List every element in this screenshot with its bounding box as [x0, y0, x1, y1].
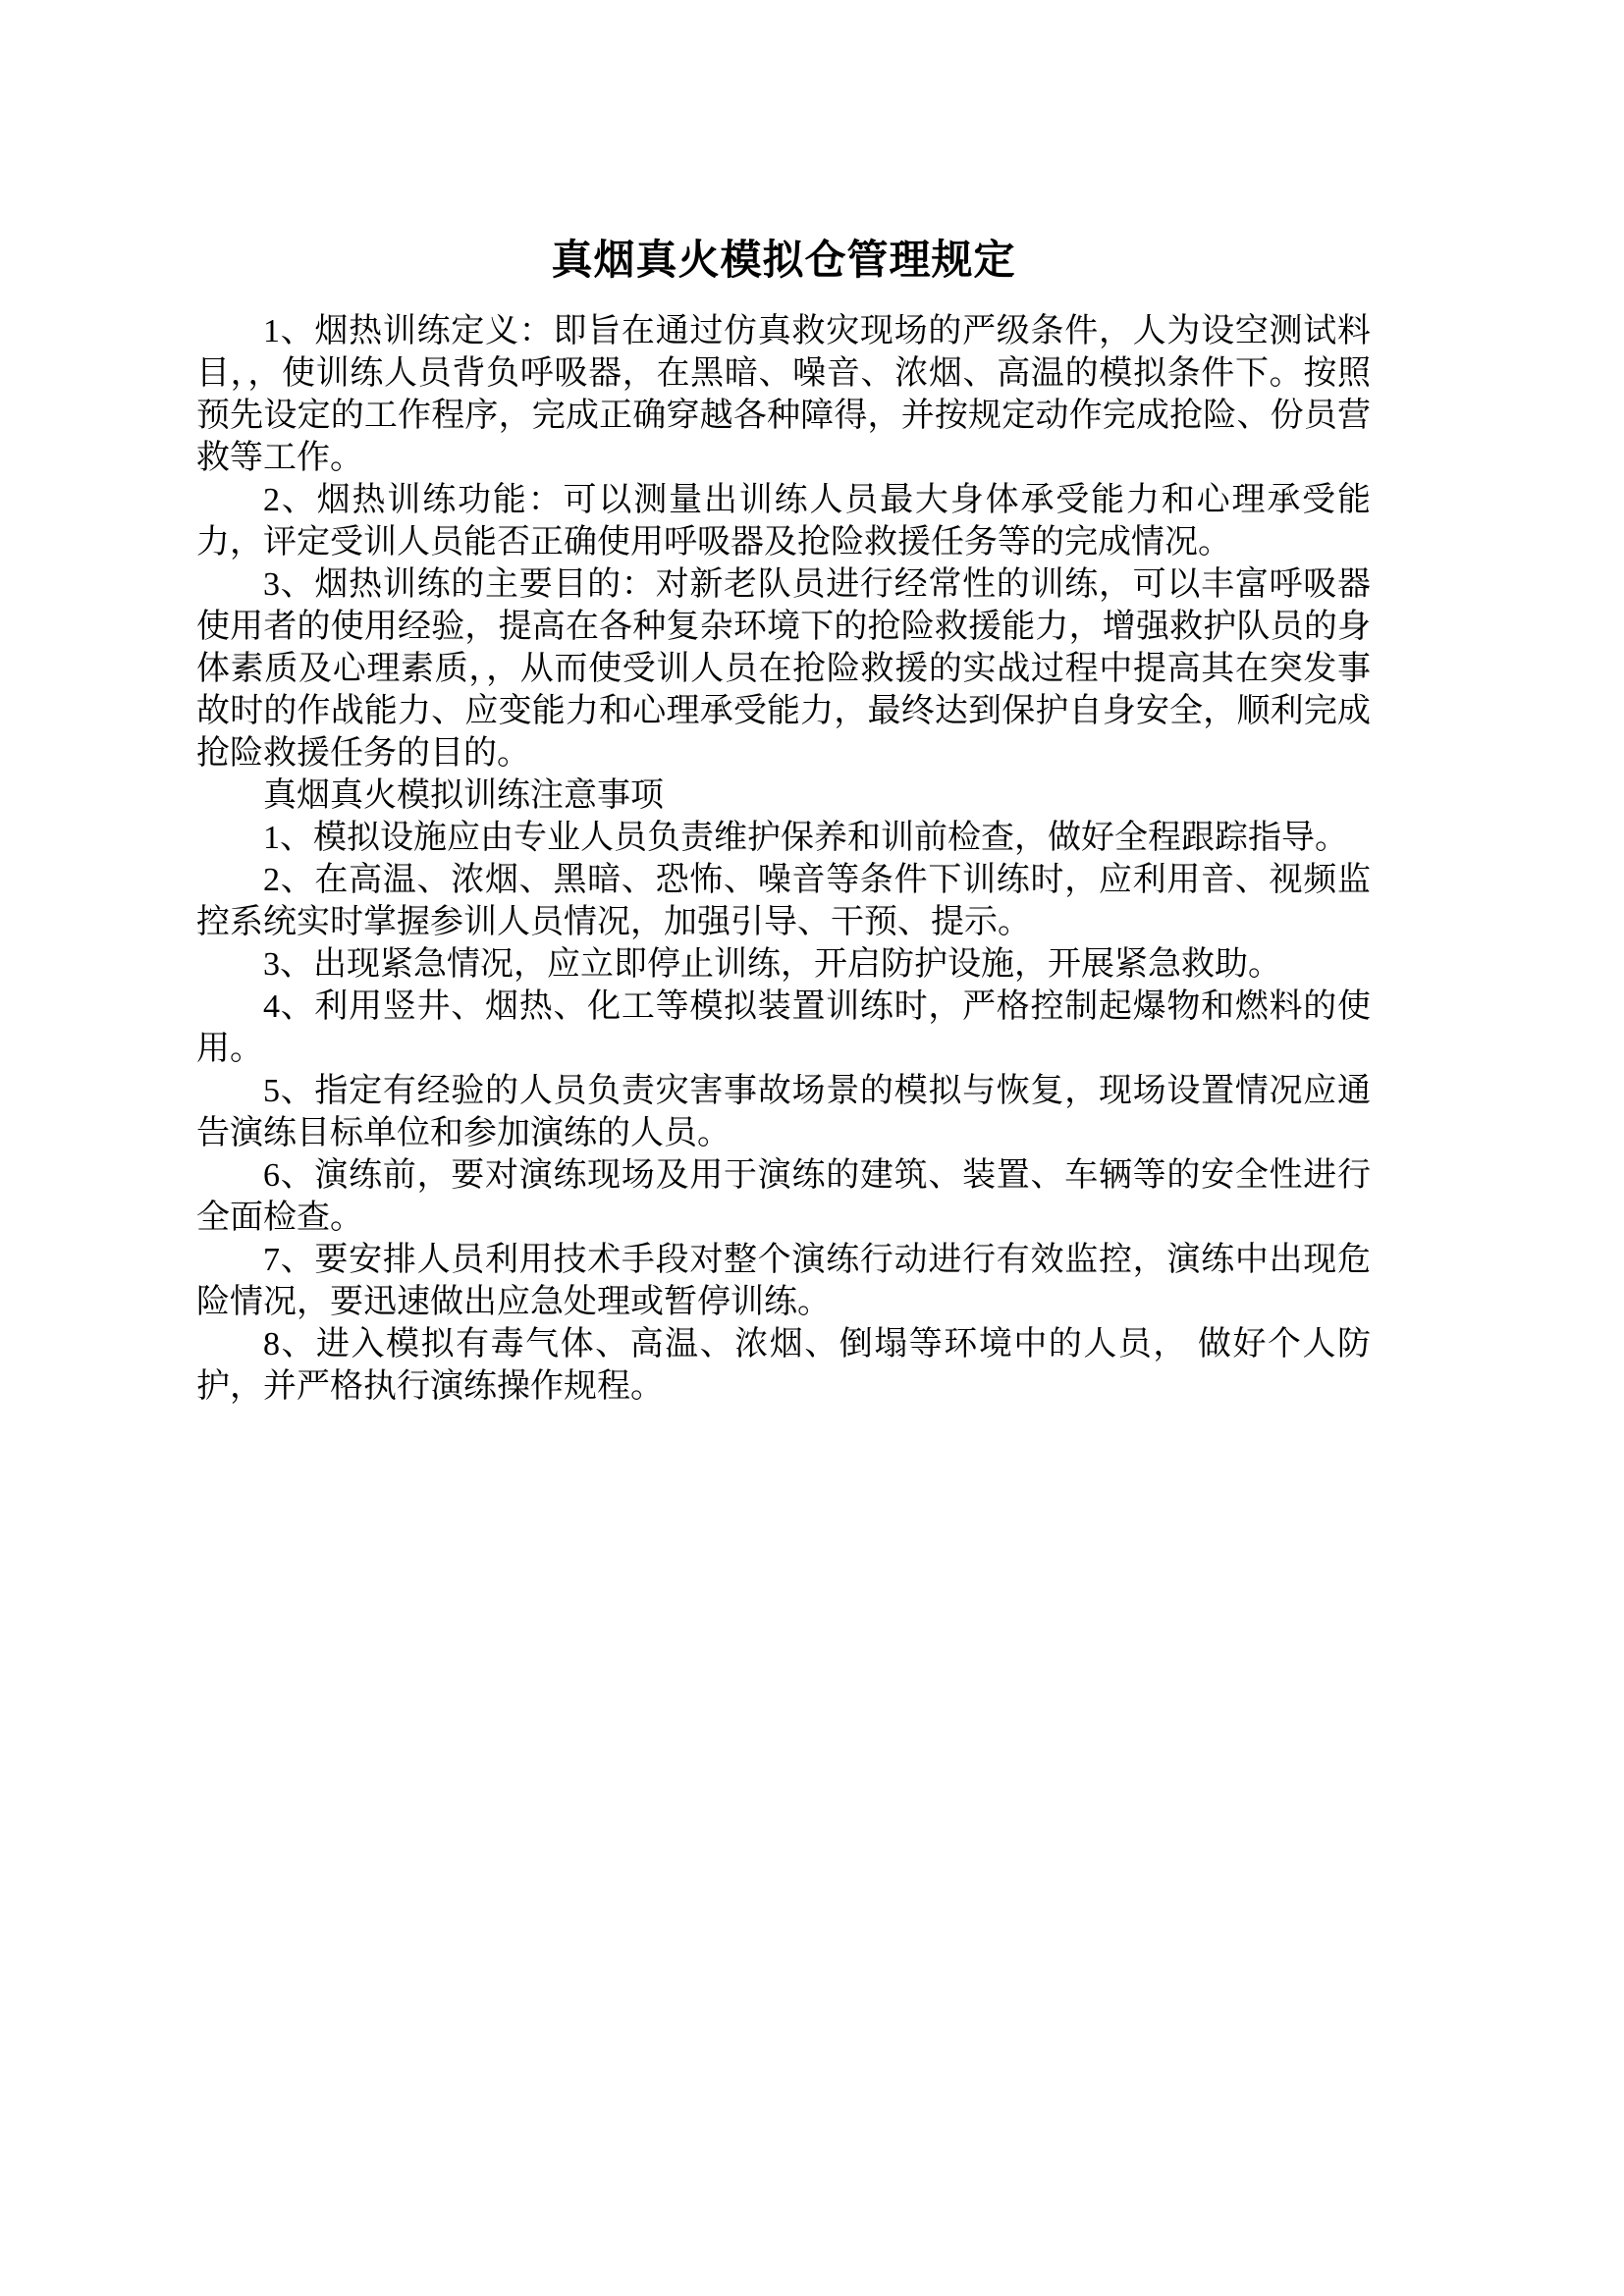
section-heading-notice: 真烟真火模拟训练注意事项	[263, 777, 664, 814]
document-title: 真烟真火模拟仓管理规定	[551, 239, 1016, 284]
notice-item-1: 1、模拟设施应由专业人员负责维护保养和训前检查，做好全程跟踪指导。	[263, 820, 1348, 856]
document-body	[196, 310, 1371, 1408]
notice-item-8: 8、进入模拟有毒气体、高温、浓烟、倒塌等环境中的人员， 做好个人防护，并严格执行演练操作规程。	[196, 1326, 1371, 1405]
notice-item-5: 5、指定有经验的人员负责灾害事故场景的模拟与恢复，现场设置情况应通告演练目标单位和参加演练的人员。	[196, 1073, 1371, 1151]
notice-item-3: 3、出现紧急情况，应立即停止训练，开启防护设施，开展紧急救助。	[263, 946, 1281, 983]
notice-item-4: 4、利用竖井、烟热、化工等模拟装置训练时，严格控制起爆物和燃料的使用。	[196, 988, 1371, 1067]
paragraph-training-purpose: 3、烟热训练的主要目的：对新老队员进行经常性的训练，可以丰富呼吸器使用者的使用经验，提高在各种复杂环境下的抢险救援能力，增强救护队员的身体素质及心理素质，，从而使受训人员在抢险救援的实战过程中提高其在突发事故时的作战能力、应变能力和心理承受能力，最终达到保护自身安全，顺利完成抢险救援任务的目的。	[196, 566, 1371, 772]
notice-item-2: 2、在高温、浓烟、黑暗、恐怖、噪音等条件下训练时，应利用音、视频监控系统实时掌握参训人员情况，加强引导、干预、提示。	[196, 862, 1371, 940]
paragraph-training-definition: 1、烟热训练定义：即旨在通过仿真救灾现场的严级条件，人为设空测试料目，，使训练人员背负呼吸器，在黑暗、噪音、浓烟、高温的模拟条件下。按照预先设定的工作程序，完成正确穿越各种障得，并按规定动作完成抢险、份员营救等工作。	[196, 313, 1371, 476]
notice-item-7: 7、要安排人员利用技术手段对整个演练行动进行有效监控，演练中出现危险情况，要迅速做出应急处理或暂停训练。	[196, 1242, 1371, 1320]
paragraph-training-function: 2、烟热训练功能：可以测量出训练人员最大身体承受能力和心理承受能力，评定受训人员能否正确使用呼吸器及抢险救援任务等的完成情况。	[196, 482, 1371, 561]
notice-item-6: 6、演练前，要对演练现场及用于演练的建筑、装置、车辆等的安全性进行全面检查。	[196, 1157, 1371, 1236]
